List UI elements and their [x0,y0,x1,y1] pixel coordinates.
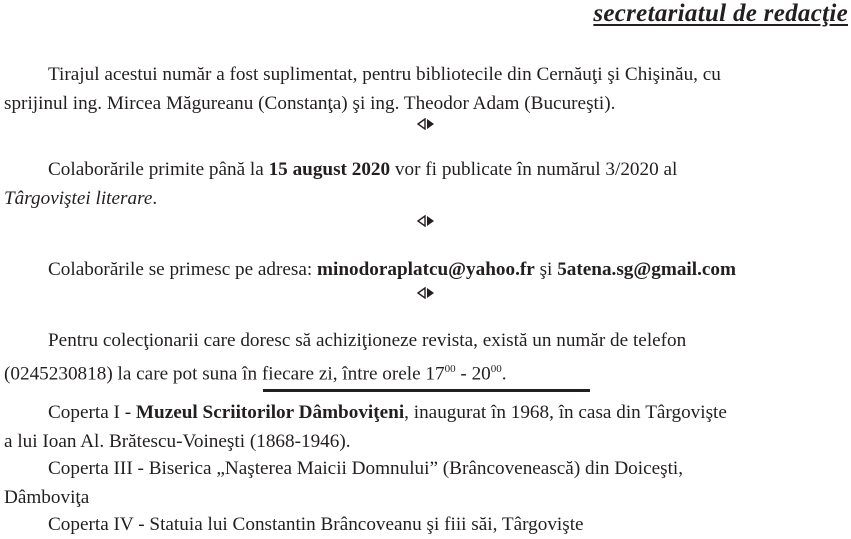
section-heading: secretariatul de redacţie [593,0,848,27]
phone-line2: (0245230818) la care pot suna în fiecare zi, între orele 17 [4,363,445,385]
separator-diamond-icon [414,215,438,227]
email-link-1[interactable]: minodoraplatcu@yahoo.fr [317,259,535,280]
phone-paragraph: Pentru colecţionarii care doresc să achiziţioneze revista, există un număr de telefon (0245230818) la care pot suna în fiecare zi, între orele $17^{00} - 20^{00}$. [4,330,687,385]
deadline-pre: Colaborările primite până la [48,159,269,180]
museum-name: Muzeul Scriitorilor Dâmboviţeni [135,402,405,423]
print-run-line1: Tirajul acestui număr a fost suplimentat, pentru bibliotecile din Cernăuţi şi Chişinău, cu [48,64,721,85]
magazine-name: Târgoviştei literare [4,188,153,209]
cover-1-paragraph: Coperta I - Muzeul Scriitorilor Dâmboviţeni, inaugurat în 1968, în casa din Târgovişte a lui Ioan Al. Brătescu-Voineşti (1868-1946). [4,402,727,452]
deadline-post: vor fi publicate în numărul 3/2020 al [390,159,678,180]
deadline-paragraph: Colaborările primite până la 15 august 2020 vor fi publicate în numărul 3/2020 al Târgoviştei literare. [4,159,678,209]
deadline-date: 15 august 2020 [268,159,391,180]
separator-diamond-icon [414,118,438,130]
horizontal-rule [263,389,590,392]
separator-diamond-icon [414,287,438,299]
cover-3-paragraph: Coperta III - Biserica „Naşterea Maicii Domnului” (Brâncovenească) din Doiceşti, Dâmboviţa [4,458,684,508]
phone-line1: Pentru colecţionarii care doresc să achiziţioneze revista, există un număr de telefon [48,330,687,351]
contact-pre: Colaborările se primesc pe adresa: [48,259,318,280]
contact-paragraph: Colaborările se primesc pe adresa: minodoraplatcu@yahoo.fr şi 5atena.sg@gmail.com [48,259,736,280]
email-link-2[interactable]: 5atena.sg@gmail.com [557,259,736,280]
cover-4-paragraph: Coperta IV - Statuia lui Constantin Brâncoveanu şi fiii săi, Târgovişte [48,514,584,535]
print-run-paragraph [4,60,846,118]
print-run-line2: sprijinul ing. Mircea Măgureanu (Constanţa) şi ing. Theodor Adam (Bucureşti). [4,93,616,114]
